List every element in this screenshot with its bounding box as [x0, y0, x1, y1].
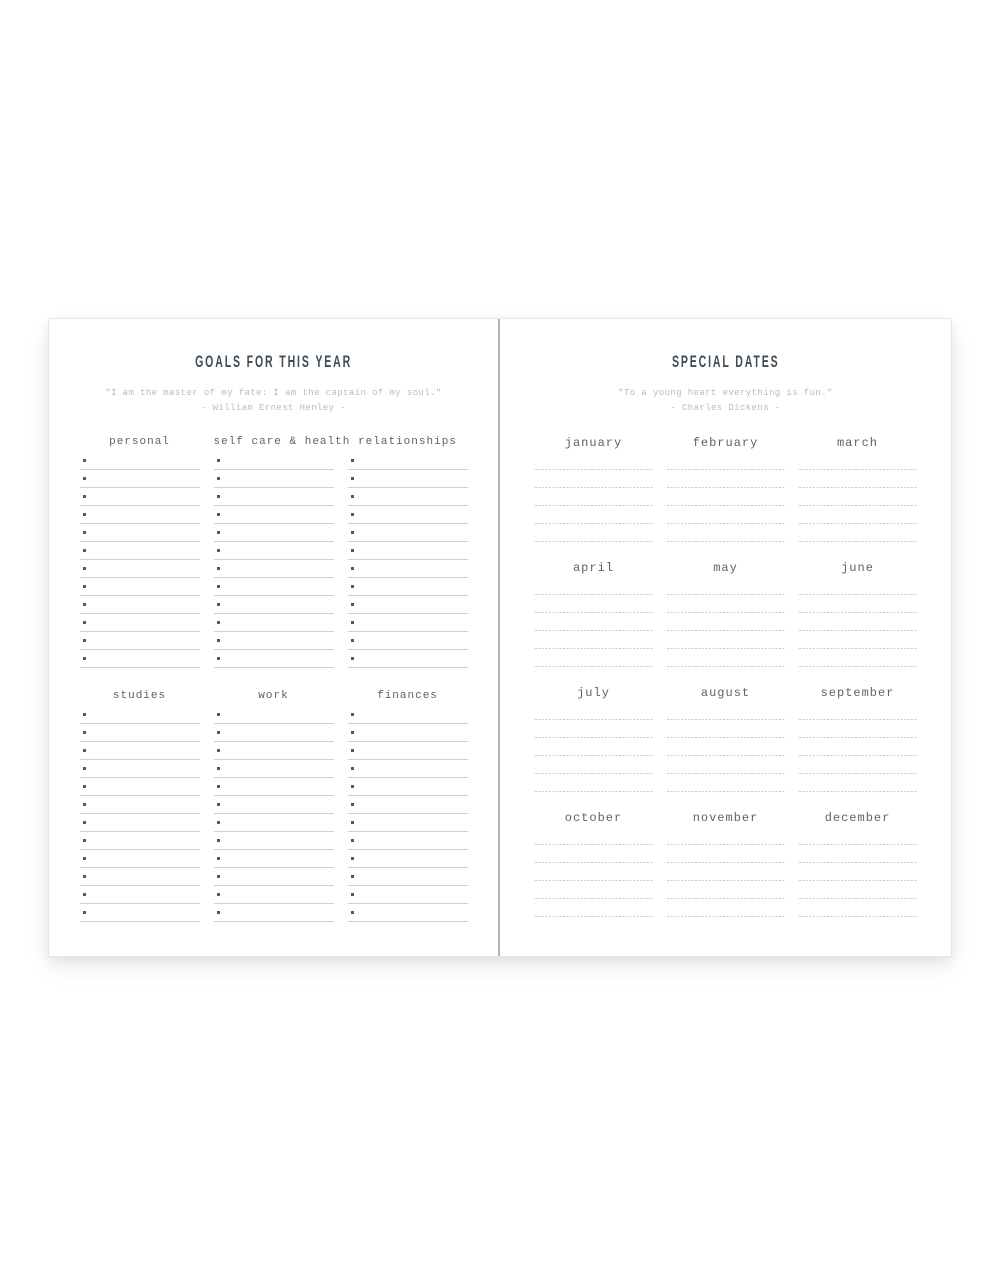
bullet-dot-icon	[351, 803, 354, 806]
dotted-line	[535, 631, 653, 649]
bullet-dot-icon	[351, 893, 354, 896]
bullet-dot-icon	[217, 513, 220, 516]
goal-line	[214, 850, 334, 868]
month-header: june	[841, 561, 874, 575]
goal-line	[80, 778, 200, 796]
dotted-line	[667, 595, 785, 613]
goal-column-header: self care & health	[213, 436, 351, 448]
bullet-dot-icon	[217, 549, 220, 552]
dotted-line	[799, 649, 917, 667]
bullet-dot-icon	[217, 657, 220, 660]
special-dates-quote-author: - Charles Dickens -	[670, 403, 781, 413]
goal-line	[80, 614, 200, 632]
bullet-dot-icon	[217, 821, 220, 824]
bullet-dot-icon	[351, 657, 354, 660]
goal-column-relationships	[348, 436, 468, 668]
goal-line	[214, 488, 334, 506]
dotted-line	[535, 845, 653, 863]
goal-line	[80, 488, 200, 506]
goal-line	[214, 778, 334, 796]
goal-line	[214, 868, 334, 886]
dotted-line	[667, 899, 785, 917]
bullet-dot-icon	[217, 459, 220, 462]
bullet-dot-icon	[351, 839, 354, 842]
goal-column-finances	[348, 690, 468, 922]
bullet-dot-icon	[351, 857, 354, 860]
goal-line	[348, 542, 468, 560]
dotted-line	[667, 720, 785, 738]
goals-section-top	[80, 436, 468, 668]
month-header: october	[564, 811, 623, 825]
goal-line	[80, 886, 200, 904]
goal-line	[80, 904, 200, 922]
goal-line	[214, 452, 334, 470]
goal-line	[214, 706, 334, 724]
goal-line	[214, 506, 334, 524]
bullet-dot-icon	[217, 911, 220, 914]
bullet-dot-icon	[351, 639, 354, 642]
goal-line	[80, 560, 200, 578]
dotted-line	[799, 702, 917, 720]
dotted-line	[667, 756, 785, 774]
goal-line	[80, 578, 200, 596]
bullet-dot-icon	[217, 531, 220, 534]
goal-line	[214, 832, 334, 850]
goal-line	[80, 706, 200, 724]
bullet-dot-icon	[217, 785, 220, 788]
dotted-line	[535, 881, 653, 899]
goal-line	[214, 724, 334, 742]
dotted-line	[799, 488, 917, 506]
goal-line	[80, 452, 200, 470]
goal-column-header: studies	[112, 690, 167, 702]
dotted-line	[535, 577, 653, 595]
bullet-dot-icon	[83, 459, 86, 462]
dotted-line	[535, 595, 653, 613]
bullet-dot-icon	[83, 657, 86, 660]
bullet-dot-icon	[217, 839, 220, 842]
month-header: february	[692, 436, 759, 450]
goal-line	[214, 742, 334, 760]
dotted-line	[667, 827, 785, 845]
goal-column-header: relationships	[358, 436, 457, 448]
goal-line	[80, 470, 200, 488]
bullet-dot-icon	[83, 839, 86, 842]
dotted-line	[535, 774, 653, 792]
goals-page-title: GOALS FOR THIS YEAR	[195, 352, 352, 371]
goal-line	[214, 542, 334, 560]
goal-line	[348, 850, 468, 868]
goal-line	[80, 814, 200, 832]
goal-line	[80, 650, 200, 668]
dotted-line	[667, 524, 785, 542]
goal-column-header: finances	[377, 690, 438, 702]
month-header: july	[577, 686, 610, 700]
special-dates-quote	[500, 386, 951, 416]
goal-line	[214, 760, 334, 778]
goals-sections	[80, 436, 468, 922]
dotted-line	[667, 577, 785, 595]
dotted-line	[799, 613, 917, 631]
bullet-dot-icon	[351, 785, 354, 788]
goal-line	[348, 614, 468, 632]
month-header: september	[820, 686, 895, 700]
dotted-line	[667, 613, 785, 631]
month-header: april	[572, 561, 614, 575]
bullet-dot-icon	[351, 603, 354, 606]
dotted-line	[535, 613, 653, 631]
bullet-dot-icon	[351, 549, 354, 552]
month-block-june	[799, 561, 917, 667]
month-block-december	[799, 811, 917, 917]
special-dates-quote-text: "To a young heart everything is fun."	[618, 388, 833, 398]
bullet-dot-icon	[351, 477, 354, 480]
dotted-line	[535, 702, 653, 720]
bullet-dot-icon	[351, 767, 354, 770]
goal-line	[80, 542, 200, 560]
bullet-dot-icon	[217, 803, 220, 806]
bullet-dot-icon	[83, 639, 86, 642]
bullet-dot-icon	[217, 713, 220, 716]
dotted-line	[667, 649, 785, 667]
dotted-line	[799, 863, 917, 881]
dotted-line	[799, 756, 917, 774]
bullet-dot-icon	[351, 731, 354, 734]
goal-line	[348, 742, 468, 760]
goal-line	[214, 814, 334, 832]
bullet-dot-icon	[351, 585, 354, 588]
goal-line	[348, 760, 468, 778]
goal-line	[348, 814, 468, 832]
dotted-line	[667, 863, 785, 881]
goal-line	[348, 596, 468, 614]
goal-line	[348, 796, 468, 814]
goals-section-bottom	[80, 690, 468, 922]
dotted-line	[799, 595, 917, 613]
goal-line	[348, 868, 468, 886]
bullet-dot-icon	[83, 513, 86, 516]
bullet-dot-icon	[351, 713, 354, 716]
goal-line	[80, 850, 200, 868]
goal-line	[348, 650, 468, 668]
goal-line	[348, 904, 468, 922]
dotted-line	[535, 452, 653, 470]
bullet-dot-icon	[83, 785, 86, 788]
dotted-line	[799, 524, 917, 542]
bullet-dot-icon	[351, 459, 354, 462]
goal-line	[214, 470, 334, 488]
bullet-dot-icon	[83, 731, 86, 734]
goal-line	[348, 524, 468, 542]
month-block-october	[535, 811, 653, 917]
goal-line	[80, 506, 200, 524]
bullet-dot-icon	[83, 893, 86, 896]
month-block-march	[799, 436, 917, 542]
dotted-line	[667, 702, 785, 720]
goal-line	[348, 488, 468, 506]
bullet-dot-icon	[83, 821, 86, 824]
bullet-dot-icon	[351, 567, 354, 570]
goal-line	[214, 524, 334, 542]
month-header: december	[824, 811, 891, 825]
bullet-dot-icon	[217, 603, 220, 606]
dotted-line	[799, 470, 917, 488]
goal-line	[348, 724, 468, 742]
bullet-dot-icon	[83, 911, 86, 914]
dotted-line	[799, 506, 917, 524]
bullet-dot-icon	[217, 621, 220, 624]
bullet-dot-icon	[217, 567, 220, 570]
dotted-line	[535, 488, 653, 506]
goal-line	[348, 470, 468, 488]
goal-line	[214, 796, 334, 814]
dotted-line	[535, 827, 653, 845]
bullet-dot-icon	[351, 749, 354, 752]
dotted-line	[667, 470, 785, 488]
bullet-dot-icon	[83, 857, 86, 860]
bullet-dot-icon	[351, 495, 354, 498]
goal-line	[348, 706, 468, 724]
dotted-line	[667, 738, 785, 756]
goal-line	[348, 452, 468, 470]
month-block-may	[667, 561, 785, 667]
dotted-line	[535, 506, 653, 524]
goal-line	[214, 596, 334, 614]
goal-line	[80, 524, 200, 542]
goal-line	[80, 760, 200, 778]
dotted-line	[535, 649, 653, 667]
dotted-line	[799, 881, 917, 899]
bullet-dot-icon	[351, 513, 354, 516]
dotted-line	[667, 631, 785, 649]
dotted-line	[667, 774, 785, 792]
dotted-line	[535, 524, 653, 542]
bullet-dot-icon	[351, 531, 354, 534]
bullet-dot-icon	[83, 749, 86, 752]
goal-line	[214, 904, 334, 922]
bullet-dot-icon	[351, 911, 354, 914]
bullet-dot-icon	[217, 731, 220, 734]
goal-line	[348, 578, 468, 596]
dotted-line	[667, 845, 785, 863]
goal-line	[214, 614, 334, 632]
bullet-dot-icon	[83, 603, 86, 606]
dotted-line	[667, 881, 785, 899]
bullet-dot-icon	[83, 567, 86, 570]
bullet-dot-icon	[83, 621, 86, 624]
goal-line	[214, 886, 334, 904]
goals-quote-text: "I am the master of my fate: I am the captain of my soul."	[105, 388, 442, 398]
special-dates-page-title: SPECIAL DATES	[671, 352, 780, 371]
dotted-line	[799, 827, 917, 845]
dotted-line	[535, 720, 653, 738]
goal-column-self-care-health	[213, 436, 351, 668]
bullet-dot-icon	[83, 477, 86, 480]
dotted-line	[799, 452, 917, 470]
bullet-dot-icon	[217, 585, 220, 588]
goal-line	[348, 886, 468, 904]
bullet-dot-icon	[217, 495, 220, 498]
goal-line	[214, 650, 334, 668]
dotted-line	[799, 577, 917, 595]
month-block-august	[667, 686, 785, 792]
planner-spread	[48, 318, 952, 957]
goal-line	[348, 560, 468, 578]
dotted-line	[535, 470, 653, 488]
dotted-line	[799, 774, 917, 792]
bullet-dot-icon	[351, 621, 354, 624]
goal-line	[80, 742, 200, 760]
goal-line	[348, 506, 468, 524]
goal-column-header: personal	[109, 436, 170, 448]
goal-line	[80, 724, 200, 742]
bullet-dot-icon	[83, 875, 86, 878]
special-dates-page	[500, 319, 951, 956]
goal-line	[214, 578, 334, 596]
bullet-dot-icon	[217, 477, 220, 480]
special-dates-title-row	[500, 352, 951, 372]
bullet-dot-icon	[351, 821, 354, 824]
month-block-july	[535, 686, 653, 792]
goal-line	[348, 778, 468, 796]
month-block-february	[667, 436, 785, 542]
bullet-dot-icon	[83, 585, 86, 588]
dotted-line	[535, 899, 653, 917]
bullet-dot-icon	[83, 803, 86, 806]
goal-line	[80, 796, 200, 814]
month-header: march	[836, 436, 878, 450]
dotted-line	[535, 738, 653, 756]
goal-line	[80, 868, 200, 886]
month-header: august	[700, 686, 751, 700]
dotted-line	[799, 720, 917, 738]
goal-line	[80, 832, 200, 850]
bullet-dot-icon	[217, 857, 220, 860]
month-block-april	[535, 561, 653, 667]
dotted-line	[799, 738, 917, 756]
goal-line	[348, 832, 468, 850]
goal-column-studies	[80, 690, 200, 922]
bullet-dot-icon	[83, 549, 86, 552]
month-header: may	[713, 561, 738, 575]
goal-line	[80, 632, 200, 650]
bullet-dot-icon	[83, 767, 86, 770]
bullet-dot-icon	[351, 875, 354, 878]
goals-quote-author: - William Ernest Henley -	[200, 403, 347, 413]
bullet-dot-icon	[217, 767, 220, 770]
dotted-line	[667, 452, 785, 470]
goals-title-row	[49, 352, 498, 372]
month-header: november	[692, 811, 759, 825]
goal-column-work	[214, 690, 334, 922]
dotted-line	[535, 863, 653, 881]
bullet-dot-icon	[217, 875, 220, 878]
month-block-september	[799, 686, 917, 792]
months-grid	[535, 436, 917, 917]
dotted-line	[667, 506, 785, 524]
dotted-line	[799, 899, 917, 917]
month-block-november	[667, 811, 785, 917]
goals-quote	[49, 386, 498, 416]
goal-line	[214, 632, 334, 650]
goal-line	[80, 596, 200, 614]
goal-line	[348, 632, 468, 650]
month-block-january	[535, 436, 653, 542]
goal-column-header: work	[258, 690, 289, 702]
bullet-dot-icon	[83, 531, 86, 534]
bullet-dot-icon	[217, 893, 220, 896]
dotted-line	[667, 488, 785, 506]
dotted-line	[799, 845, 917, 863]
dotted-line	[535, 756, 653, 774]
goals-page	[49, 319, 500, 956]
bullet-dot-icon	[83, 713, 86, 716]
month-header: january	[564, 436, 623, 450]
dotted-line	[799, 631, 917, 649]
bullet-dot-icon	[217, 639, 220, 642]
goal-line	[214, 560, 334, 578]
bullet-dot-icon	[217, 749, 220, 752]
bullet-dot-icon	[83, 495, 86, 498]
goal-column-personal	[80, 436, 200, 668]
